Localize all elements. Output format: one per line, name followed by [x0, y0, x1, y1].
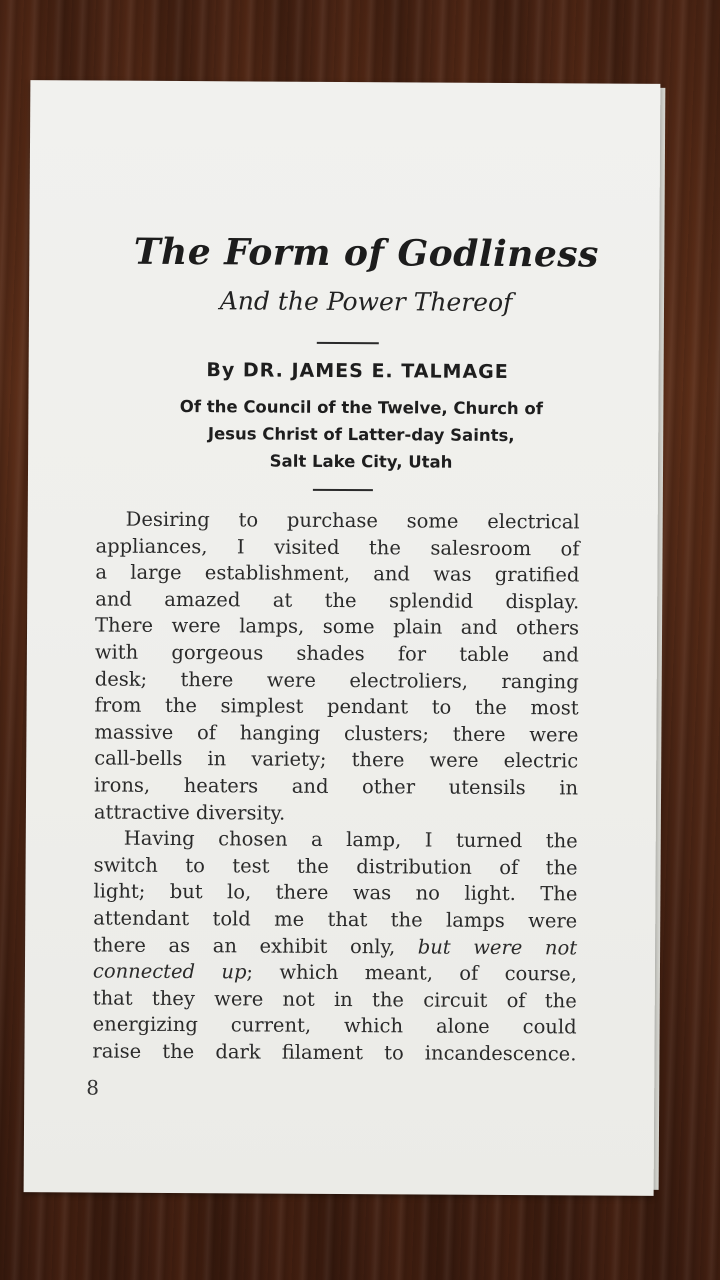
- text-line: attendant told me that the lamps were: [93, 906, 578, 933]
- text-line: appliances, I visited the salesroom of: [95, 534, 580, 561]
- text-line: Desiring to purchase some electrical: [125, 507, 580, 534]
- text-fragment: there as an exhibit only,: [93, 932, 418, 958]
- text-line: Having chosen a lamp, I turned the: [123, 826, 578, 853]
- text-line: massive of hanging clusters; there were: [94, 720, 579, 747]
- text-line: attractive diversity.: [93, 800, 286, 825]
- affiliation-line: Jesus Christ of Latter-day Saints,: [207, 424, 515, 446]
- document-subtitle: And the Power Thereof: [219, 286, 513, 318]
- paragraph-2: [92, 826, 577, 1068]
- text-line: irons, heaters and other utensils in: [94, 773, 579, 800]
- text-line: that they were not in the circuit of the: [92, 986, 577, 1013]
- text-line-mixed: [93, 959, 577, 989]
- text-line: switch to test the distribution of the: [93, 853, 578, 880]
- affiliation-line: Salt Lake City, Utah: [269, 451, 453, 472]
- page-number: 8: [86, 1075, 100, 1100]
- title-divider: [317, 342, 379, 344]
- text-line: raise the dark filament to incandescence.: [92, 1039, 577, 1066]
- text-line: There were lamps, some plain and others: [95, 613, 580, 640]
- author-byline: By DR. JAMES E. TALMAGE: [206, 359, 509, 384]
- text-line: energizing current, which alone could: [92, 1012, 577, 1039]
- italic-fragment: connected up: [92, 959, 247, 984]
- printed-page: [24, 80, 661, 1196]
- text-fragment: ; which meant, of course,: [246, 960, 578, 986]
- text-line: and amazed at the splendid display.: [95, 587, 580, 614]
- text-line-mixed: [93, 932, 577, 962]
- affiliation-line: Of the Council of the Twelve, Church of: [179, 397, 544, 419]
- text-line: with gorgeous shades for table and: [94, 640, 579, 667]
- author-affiliation: [28, 392, 658, 477]
- header-divider: [313, 489, 373, 491]
- text-line: desk; there were electroliers, ranging: [94, 667, 579, 694]
- text-line: from the simplest pendant to the most: [94, 693, 579, 720]
- text-line: call-bells in variety; there were electric: [94, 746, 579, 773]
- italic-fragment: but were not: [417, 934, 578, 959]
- paragraph-1: [94, 506, 580, 828]
- text-line: light; but lo, there was no light. The: [93, 879, 578, 906]
- document-title: The Form of Godliness: [133, 230, 599, 276]
- body-text: [92, 506, 579, 1067]
- text-line: a large establishment, and was gratified: [95, 560, 580, 587]
